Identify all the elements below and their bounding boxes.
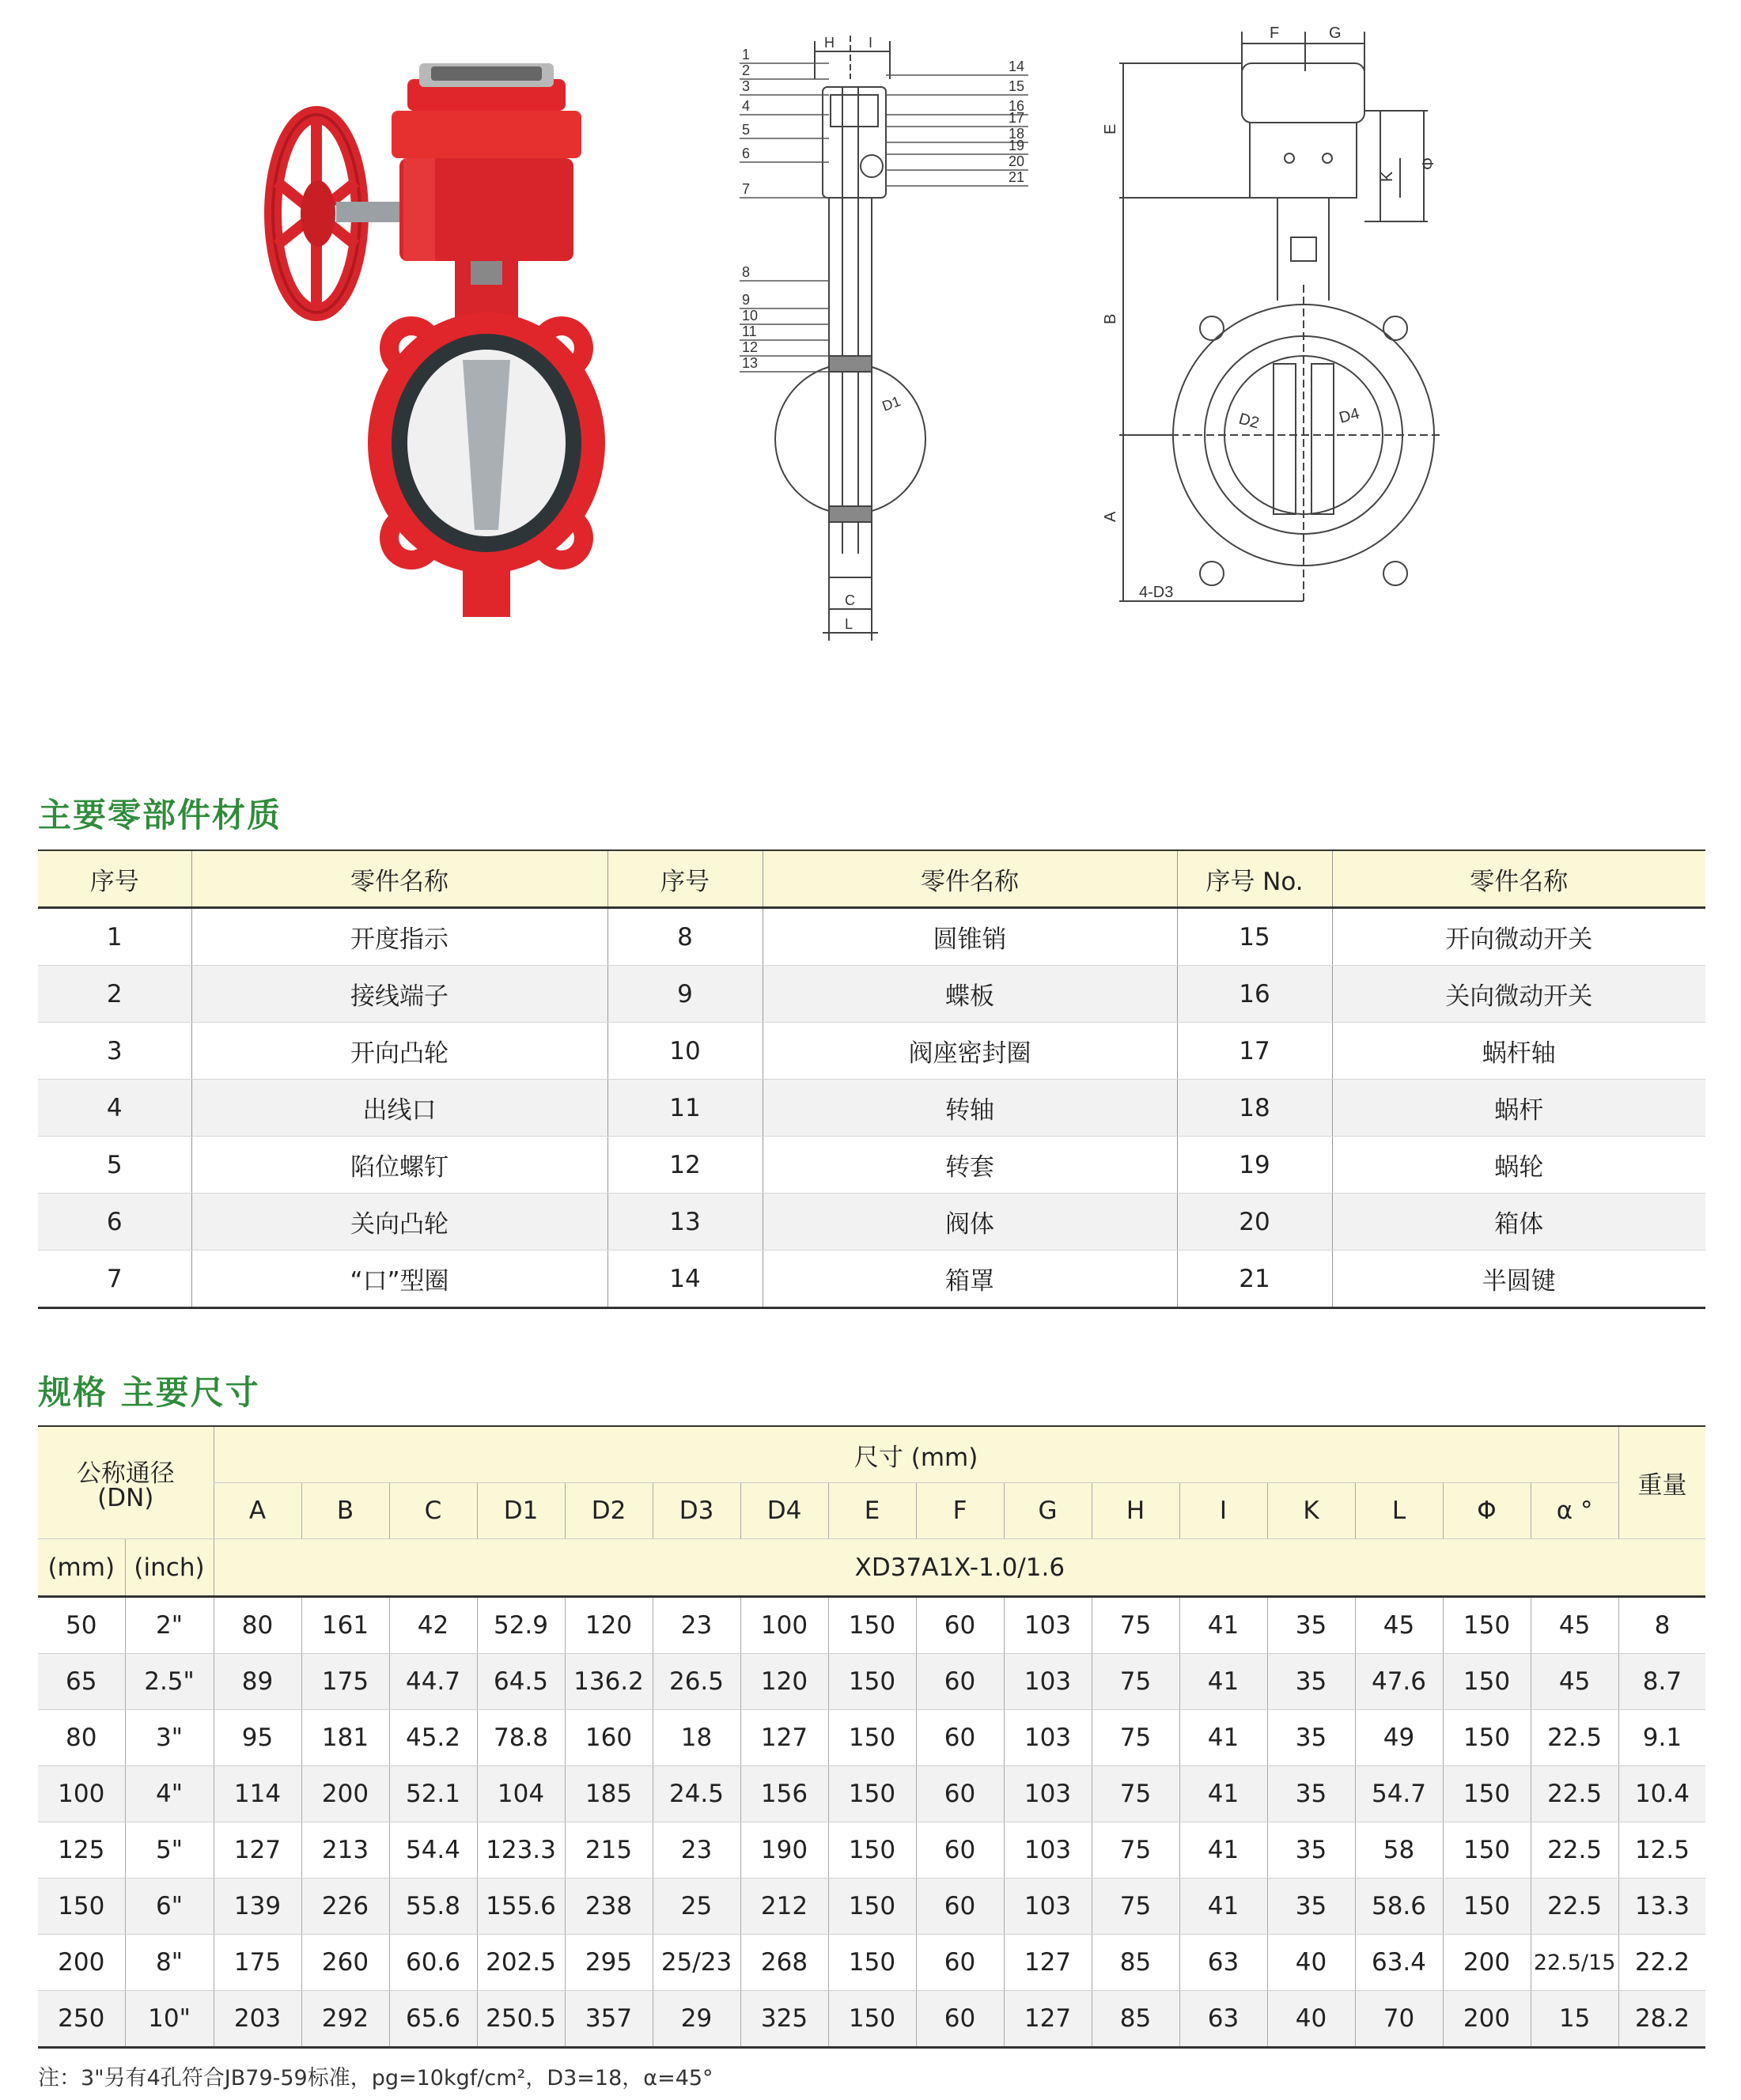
dim-column-header: D4 [740, 1483, 828, 1539]
dimension-cell: 156 [740, 1766, 828, 1822]
spec-row [38, 1710, 1705, 1766]
materials-row [38, 1194, 1705, 1251]
dimension-cell: 103 [1004, 1597, 1092, 1654]
dimension-cell: 127 [740, 1710, 828, 1766]
dim-d3-label: 4-D3 [1139, 584, 1174, 601]
callout-label: 16 [1009, 98, 1025, 114]
dimension-cell: 127 [214, 1822, 301, 1879]
dim-b-label: B [1102, 313, 1119, 324]
callout-label: 1 [742, 47, 751, 62]
dimension-cell: 295 [565, 1935, 653, 1991]
dimension-cell: 35 [1267, 1654, 1355, 1710]
part-number-cell: 18 [1177, 1080, 1332, 1137]
dimension-cell: 54.4 [389, 1822, 477, 1879]
dn-mm-cell: 100 [38, 1766, 125, 1822]
dim-i-label: I [869, 35, 873, 51]
dimension-cell: 23 [653, 1822, 740, 1879]
dim-h-label: H [824, 35, 835, 51]
dimension-cell: 175 [214, 1935, 301, 1991]
dimension-cell: 85 [1092, 1935, 1179, 1991]
part-number-cell: 16 [1177, 966, 1332, 1023]
dimension-cell: 150 [828, 1879, 916, 1935]
dimension-cell: 65.6 [389, 1991, 477, 2048]
materials-col-name-3: 零件名称 [1332, 850, 1705, 908]
materials-table [38, 849, 1705, 1309]
callout-label: 7 [742, 181, 751, 197]
dimension-cell: 78.8 [477, 1710, 565, 1766]
dimension-cell: 22.5 [1531, 1710, 1618, 1766]
dim-column-header: K [1267, 1483, 1355, 1539]
dimension-cell: 29 [653, 1991, 740, 2048]
dn-mm-cell: 150 [38, 1879, 125, 1935]
dimension-cell: 150 [828, 1935, 916, 1991]
materials-row [38, 1251, 1705, 1308]
part-name-cell: 蜗轮 [1332, 1137, 1705, 1194]
dimension-cell: 52.9 [477, 1597, 565, 1654]
dimension-cell: 26.5 [653, 1654, 740, 1710]
dim-f-label: F [1270, 25, 1280, 42]
dimension-cell: 63 [1179, 1935, 1267, 1991]
dimension-cell: 200 [301, 1766, 389, 1822]
dn-label: 公称通径 [76, 1459, 175, 1488]
dn-mm-cell: 125 [38, 1822, 125, 1879]
weight-cell: 8 [1618, 1597, 1705, 1654]
weight-header: 重量 [1618, 1426, 1705, 1539]
dimension-cell: 104 [477, 1766, 565, 1822]
spec-row [38, 1766, 1705, 1822]
dimension-cell: 150 [828, 1991, 916, 2048]
part-name-cell: 出线口 [191, 1080, 607, 1137]
dimension-cell: 150 [828, 1597, 916, 1654]
dimension-cell: 100 [740, 1597, 828, 1654]
part-number-cell: 4 [38, 1080, 191, 1137]
weight-cell: 8.7 [1618, 1654, 1705, 1710]
dimension-cell: 60 [916, 1597, 1004, 1654]
dim-group-header: 尺寸 (mm) [214, 1426, 1618, 1483]
dimension-cell: 127 [1004, 1935, 1092, 1991]
dimension-cell: 150 [828, 1710, 916, 1766]
dimension-cell: 161 [301, 1597, 389, 1654]
dimension-cell: 40 [1267, 1935, 1355, 1991]
callout-label: 6 [742, 146, 751, 161]
dimension-cell: 49 [1355, 1710, 1443, 1766]
dim-column-header: Φ [1443, 1483, 1531, 1539]
part-number-cell: 17 [1177, 1023, 1332, 1080]
dimension-cell: 103 [1004, 1766, 1092, 1822]
part-name-cell: 圆锥销 [763, 908, 1177, 966]
part-name-cell: 开度指示 [191, 908, 607, 966]
callout-label: 9 [742, 292, 751, 308]
dimension-cell: 22.5/15 [1531, 1935, 1618, 1991]
dimension-cell: 203 [214, 1991, 301, 2048]
part-name-cell: 关向微动开关 [1332, 966, 1705, 1023]
part-name-cell: “口”型圈 [191, 1251, 607, 1308]
dimension-cell: 70 [1355, 1991, 1443, 2048]
callout-label: 14 [1009, 59, 1025, 74]
valve-section-drawing [736, 32, 1036, 656]
dimension-cell: 41 [1179, 1766, 1267, 1822]
dimension-cell: 150 [1443, 1597, 1531, 1654]
dimension-cell: 202.5 [477, 1935, 565, 1991]
dimension-cell: 150 [828, 1822, 916, 1879]
dimension-cell: 41 [1179, 1822, 1267, 1879]
callout-label: 4 [742, 98, 751, 114]
dimension-cell: 150 [828, 1654, 916, 1710]
dimension-cell: 75 [1092, 1822, 1179, 1879]
dn-mm-cell: 80 [38, 1710, 125, 1766]
dim-column-header: F [916, 1483, 1004, 1539]
dimension-cell: 63.4 [1355, 1935, 1443, 1991]
dimension-cell: 260 [301, 1935, 389, 1991]
dim-column-header: G [1004, 1483, 1092, 1539]
materials-row [38, 1023, 1705, 1080]
dimension-cell: 60 [916, 1654, 1004, 1710]
materials-row [38, 1137, 1705, 1194]
materials-header-row [38, 850, 1705, 908]
dn-mm-cell: 200 [38, 1935, 125, 1991]
dn-inch-cell: 10" [125, 1991, 214, 2048]
valve-product-photo [261, 47, 672, 633]
dimension-cell: 120 [740, 1654, 828, 1710]
materials-row [38, 966, 1705, 1023]
dimension-cell: 103 [1004, 1654, 1092, 1710]
part-name-cell: 转轴 [763, 1080, 1177, 1137]
dimension-cell: 41 [1179, 1597, 1267, 1654]
spec-row [38, 1879, 1705, 1935]
callout-label: 13 [742, 355, 759, 371]
weight-cell: 22.2 [1618, 1935, 1705, 1991]
dim-e-label: E [1102, 123, 1119, 134]
unit-mm-header: (mm) [38, 1539, 125, 1597]
spec-table [38, 1425, 1705, 2049]
part-name-cell: 蜗杆 [1332, 1080, 1705, 1137]
part-name-cell: 蜗杆轴 [1332, 1023, 1705, 1080]
dimension-cell: 60 [916, 1766, 1004, 1822]
dimension-cell: 123.3 [477, 1822, 565, 1879]
dimension-cell: 45 [1531, 1654, 1618, 1710]
dimension-cell: 160 [565, 1710, 653, 1766]
dimension-cell: 85 [1092, 1991, 1179, 2048]
dimension-cell: 190 [740, 1822, 828, 1879]
part-number-cell: 15 [1177, 908, 1332, 966]
materials-row [38, 908, 1705, 966]
dim-column-header: E [828, 1483, 916, 1539]
weight-cell: 12.5 [1618, 1822, 1705, 1879]
materials-col-no-1: 序号 [38, 850, 191, 908]
dimension-cell: 60 [916, 1710, 1004, 1766]
dimension-cell: 75 [1092, 1879, 1179, 1935]
dimension-cell: 325 [740, 1991, 828, 2048]
callout-label: 12 [742, 339, 759, 355]
dimension-cell: 139 [214, 1879, 301, 1935]
callout-label: 15 [1009, 78, 1025, 94]
materials-col-no-3: 序号 No. [1177, 850, 1332, 908]
dimension-cell: 35 [1267, 1710, 1355, 1766]
valve-front-drawing [1102, 16, 1487, 625]
dimension-cell: 103 [1004, 1822, 1092, 1879]
dimension-cell: 35 [1267, 1597, 1355, 1654]
dimension-cell: 60 [916, 1991, 1004, 2048]
dim-column-header: C [389, 1483, 477, 1539]
part-number-cell: 1 [38, 908, 191, 966]
part-number-cell: 10 [607, 1023, 763, 1080]
dim-column-header: D1 [477, 1483, 565, 1539]
dimension-cell: 58.6 [1355, 1879, 1443, 1935]
dimension-cell: 22.5 [1531, 1822, 1618, 1879]
dimension-cell: 185 [565, 1766, 653, 1822]
dimension-cell: 44.7 [389, 1654, 477, 1710]
dim-c-label: C [845, 592, 855, 608]
part-name-cell: 蝶板 [763, 966, 1177, 1023]
dn-header [38, 1426, 214, 1539]
part-number-cell: 9 [607, 966, 763, 1023]
callout-label: 5 [742, 122, 751, 138]
dimension-cell: 103 [1004, 1710, 1092, 1766]
footnote: 注：3"另有4孔符合JB79-59标准，pg=10kgf/cm²，D3=18，α=45° [38, 2066, 713, 2091]
part-name-cell: 转套 [763, 1137, 1177, 1194]
part-number-cell: 11 [607, 1080, 763, 1137]
dimension-cell: 64.5 [477, 1654, 565, 1710]
dimension-cell: 47.6 [1355, 1654, 1443, 1710]
dimension-cell: 63 [1179, 1991, 1267, 2048]
dim-column-header: H [1092, 1483, 1179, 1539]
dimension-cell: 35 [1267, 1822, 1355, 1879]
dimension-cell: 226 [301, 1879, 389, 1935]
callout-label: 19 [1009, 138, 1025, 153]
dn-inch-cell: 2.5" [125, 1654, 214, 1710]
part-number-cell: 19 [1177, 1137, 1332, 1194]
dimension-cell: 80 [214, 1597, 301, 1654]
dn-sub-label: (DN) [97, 1484, 154, 1512]
dimension-cell: 120 [565, 1597, 653, 1654]
callout-label: 21 [1009, 169, 1025, 185]
dimension-cell: 41 [1179, 1710, 1267, 1766]
spec-row [38, 1654, 1705, 1710]
callout-label: 18 [1009, 126, 1025, 142]
dimension-cell: 212 [740, 1879, 828, 1935]
dimension-cell: 41 [1179, 1879, 1267, 1935]
part-name-cell: 陷位螺钉 [191, 1137, 607, 1194]
dimension-cell: 60 [916, 1935, 1004, 1991]
dimension-cell: 45.2 [389, 1710, 477, 1766]
dimension-cell: 45 [1355, 1597, 1443, 1654]
dimension-cell: 155.6 [477, 1879, 565, 1935]
dimension-cell: 150 [1443, 1710, 1531, 1766]
dimension-cell: 127 [1004, 1991, 1092, 2048]
callout-label: 20 [1009, 153, 1025, 169]
dim-phi-label: Φ [1420, 157, 1437, 170]
part-name-cell: 阀座密封圈 [763, 1023, 1177, 1080]
dimension-cell: 215 [565, 1822, 653, 1879]
dimension-cell: 23 [653, 1597, 740, 1654]
callout-label: 17 [1009, 110, 1025, 126]
part-name-cell: 开向微动开关 [1332, 908, 1705, 966]
dim-column-header: A [214, 1483, 301, 1539]
dimension-cell: 150 [1443, 1879, 1531, 1935]
part-number-cell: 7 [38, 1251, 191, 1308]
dn-mm-cell: 65 [38, 1654, 125, 1710]
dn-mm-cell: 50 [38, 1597, 125, 1654]
dimension-cell: 22.5 [1531, 1879, 1618, 1935]
dimension-cell: 75 [1092, 1710, 1179, 1766]
dimension-cell: 54.7 [1355, 1766, 1443, 1822]
dimension-cell: 41 [1179, 1654, 1267, 1710]
dimension-cell: 150 [1443, 1766, 1531, 1822]
dimension-cell: 55.8 [389, 1879, 477, 1935]
dimension-cell: 35 [1267, 1766, 1355, 1822]
dn-inch-cell: 5" [125, 1822, 214, 1879]
dim-column-header: D3 [653, 1483, 740, 1539]
part-number-cell: 5 [38, 1137, 191, 1194]
part-number-cell: 2 [38, 966, 191, 1023]
dimension-cell: 150 [1443, 1654, 1531, 1710]
callout-label: 2 [742, 62, 751, 78]
part-name-cell: 箱体 [1332, 1194, 1705, 1251]
dim-d2-label: D2 [1236, 410, 1262, 433]
part-number-cell: 13 [607, 1194, 763, 1251]
dimension-cell: 292 [301, 1991, 389, 2048]
dimension-cell: 45 [1531, 1597, 1618, 1654]
dn-inch-cell: 3" [125, 1710, 214, 1766]
dimension-cell: 213 [301, 1822, 389, 1879]
dn-inch-cell: 4" [125, 1766, 214, 1822]
part-name-cell: 开向凸轮 [191, 1023, 607, 1080]
dim-a-label: A [1102, 511, 1119, 522]
dimension-cell: 22.5 [1531, 1766, 1618, 1822]
dimension-cell: 200 [1443, 1935, 1531, 1991]
part-number-cell: 14 [607, 1251, 763, 1308]
part-number-cell: 12 [607, 1137, 763, 1194]
dimension-cell: 75 [1092, 1766, 1179, 1822]
weight-cell: 9.1 [1618, 1710, 1705, 1766]
dimension-cell: 60 [916, 1879, 1004, 1935]
dimension-cell: 42 [389, 1597, 477, 1654]
materials-col-name-1: 零件名称 [191, 850, 607, 908]
dimension-cell: 150 [828, 1766, 916, 1822]
part-number-cell: 6 [38, 1194, 191, 1251]
spec-row [38, 1822, 1705, 1879]
dim-g-label: G [1329, 25, 1342, 42]
weight-cell: 28.2 [1618, 1991, 1705, 2048]
dimension-cell: 181 [301, 1710, 389, 1766]
dimension-cell: 95 [214, 1710, 301, 1766]
part-name-cell: 关向凸轮 [191, 1194, 607, 1251]
dimension-cell: 238 [565, 1879, 653, 1935]
gearbox [392, 63, 581, 261]
dimension-cell: 40 [1267, 1991, 1355, 2048]
dim-d4-label: D4 [1337, 404, 1362, 427]
materials-row [38, 1080, 1705, 1137]
callout-label: 3 [742, 78, 751, 94]
dimension-cell: 60 [916, 1822, 1004, 1879]
dimension-cell: 357 [565, 1991, 653, 2048]
dimension-cell: 58 [1355, 1822, 1443, 1879]
dim-k-label: K [1379, 171, 1396, 182]
dimension-cell: 150 [1443, 1822, 1531, 1879]
dn-inch-cell: 6" [125, 1879, 214, 1935]
dimension-cell: 175 [301, 1654, 389, 1710]
weight-cell: 13.3 [1618, 1879, 1705, 1935]
dimension-cell: 136.2 [565, 1654, 653, 1710]
dimension-cell: 52.1 [389, 1766, 477, 1822]
dimension-cell: 60.6 [389, 1935, 477, 1991]
materials-heading: 主要零部件材质 [38, 796, 282, 834]
valve-body [368, 312, 605, 617]
part-name-cell: 阀体 [763, 1194, 1177, 1251]
dim-column-header: D2 [565, 1483, 653, 1539]
dimension-cell: 75 [1092, 1654, 1179, 1710]
dim-column-header: L [1355, 1483, 1443, 1539]
spec-row [38, 1991, 1705, 2048]
weight-cell: 10.4 [1618, 1766, 1705, 1822]
dimension-cell: 200 [1443, 1991, 1531, 2048]
dimension-cell: 268 [740, 1935, 828, 1991]
dimension-cell: 35 [1267, 1879, 1355, 1935]
dn-inch-cell: 8" [125, 1935, 214, 1991]
dn-inch-cell: 2" [125, 1597, 214, 1654]
dimension-cell: 103 [1004, 1879, 1092, 1935]
materials-col-name-2: 零件名称 [763, 850, 1177, 908]
dim-d1-label: D1 [880, 393, 903, 414]
part-name-cell: 接线端子 [191, 966, 607, 1023]
part-number-cell: 21 [1177, 1251, 1332, 1308]
unit-inch-header: (inch) [125, 1539, 214, 1597]
dn-mm-cell: 250 [38, 1991, 125, 2048]
callout-label: 8 [742, 264, 751, 280]
dimension-cell: 114 [214, 1766, 301, 1822]
dimension-cell: 25/23 [653, 1935, 740, 1991]
dim-column-header: B [301, 1483, 389, 1539]
callout-label: 11 [742, 324, 757, 339]
materials-col-no-2: 序号 [607, 850, 763, 908]
spec-row [38, 1597, 1705, 1654]
dimension-cell: 75 [1092, 1597, 1179, 1654]
specs-heading: 规格 主要尺寸 [38, 1373, 260, 1412]
part-number-cell: 3 [38, 1023, 191, 1080]
dimension-cell: 25 [653, 1879, 740, 1935]
part-number-cell: 20 [1177, 1194, 1332, 1251]
dimension-cell: 89 [214, 1654, 301, 1710]
part-number-cell: 8 [607, 908, 763, 966]
dimension-cell: 15 [1531, 1991, 1618, 2048]
dim-column-header: I [1179, 1483, 1267, 1539]
dimension-cell: 24.5 [653, 1766, 740, 1822]
dim-column-header: α ° [1531, 1483, 1618, 1539]
part-name-cell: 箱罩 [763, 1251, 1177, 1308]
dim-l-label: L [845, 616, 853, 632]
spec-row [38, 1935, 1705, 1991]
model-header: XD37A1X-1.0/1.6 [214, 1539, 1705, 1597]
callout-label: 10 [742, 308, 759, 324]
part-name-cell: 半圆键 [1332, 1251, 1705, 1308]
dimension-cell: 18 [653, 1710, 740, 1766]
dimension-cell: 250.5 [477, 1991, 565, 2048]
